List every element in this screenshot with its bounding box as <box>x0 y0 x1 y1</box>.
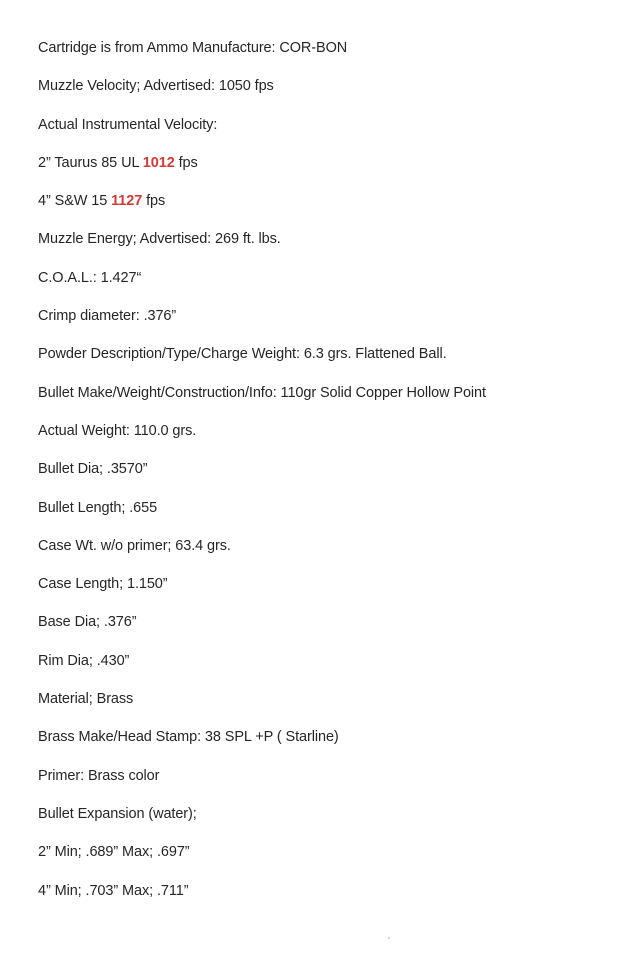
spec-line-velocity-4in <box>38 190 628 228</box>
line-text: Bullet Expansion (water); <box>38 805 197 822</box>
spec-line-muzzle-velocity <box>38 75 628 113</box>
line-text: Rim Dia; .430” <box>38 652 130 669</box>
spec-line-powder <box>38 343 628 381</box>
scan-speck <box>388 937 390 939</box>
velocity-value-highlight: 1012 <box>142 154 175 171</box>
spec-line-muzzle-energy <box>38 228 628 266</box>
line-text: Primer: Brass color <box>38 767 160 784</box>
line-text: Material; Brass <box>38 691 134 708</box>
line-text: Base Dia; .376” <box>38 614 137 631</box>
line-text: 2” Min; .689” Max; .697” <box>38 844 190 861</box>
line-text: 4” S&W 15 <box>38 193 112 210</box>
spec-line-manufacturer <box>38 37 628 75</box>
spec-line-velocity-2in <box>38 152 628 190</box>
line-text: Actual Weight: 110.0 grs. <box>38 422 197 439</box>
line-text: 4” Min; .703” Max; .711” <box>38 882 189 899</box>
spec-line-coal <box>38 267 628 305</box>
spec-line-case-weight <box>38 535 628 573</box>
spec-line-bullet-info <box>38 382 628 420</box>
spec-line-bullet-dia <box>38 458 628 496</box>
spec-line-primer <box>38 765 628 803</box>
line-text: Actual Instrumental Velocity: <box>38 116 218 133</box>
line-text: 2” Taurus 85 UL <box>38 154 143 171</box>
line-text: Case Wt. w/o primer; 63.4 grs. <box>38 537 231 554</box>
line-text: Powder Description/Type/Charge Weight: 6.3 grs. Flattened Ball. <box>38 346 447 363</box>
spec-line-bullet-length <box>38 497 628 535</box>
line-unit: fps <box>142 193 166 210</box>
spec-line-expansion-2in <box>38 841 628 879</box>
spec-line-head-stamp <box>38 726 628 764</box>
spec-line-base-dia <box>38 611 628 649</box>
line-text: Crimp diameter: .376” <box>38 308 177 325</box>
line-text: Muzzle Energy; Advertised: 269 ft. lbs. <box>38 231 281 248</box>
spec-line-actual-velocity-heading <box>38 114 628 152</box>
line-text: Case Length; 1.150” <box>38 576 168 593</box>
spec-line-expansion-4in <box>38 880 628 918</box>
line-text: Bullet Dia; .3570” <box>38 461 148 478</box>
line-text: Cartridge is from Ammo Manufacture: COR-BON <box>38 40 348 56</box>
line-text: Bullet Make/Weight/Construction/Info: 110gr Solid Copper Hollow Point <box>38 384 486 401</box>
spec-line-crimp-diameter <box>38 305 628 343</box>
line-text: Brass Make/Head Stamp: 38 SPL +P ( Starline) <box>38 729 339 746</box>
line-unit: fps <box>174 154 198 171</box>
line-text: Muzzle Velocity; Advertised: 1050 fps <box>38 78 274 95</box>
spec-line-rim-dia <box>38 650 628 688</box>
spec-line-expansion-heading <box>38 803 628 841</box>
spec-line-material <box>38 688 628 726</box>
spec-list <box>38 37 628 918</box>
velocity-value-highlight: 1127 <box>111 193 143 210</box>
line-text: C.O.A.L.: 1.427“ <box>38 269 142 286</box>
spec-line-case-length <box>38 573 628 611</box>
spec-line-actual-weight <box>38 420 628 458</box>
line-text: Bullet Length; .655 <box>38 499 158 516</box>
